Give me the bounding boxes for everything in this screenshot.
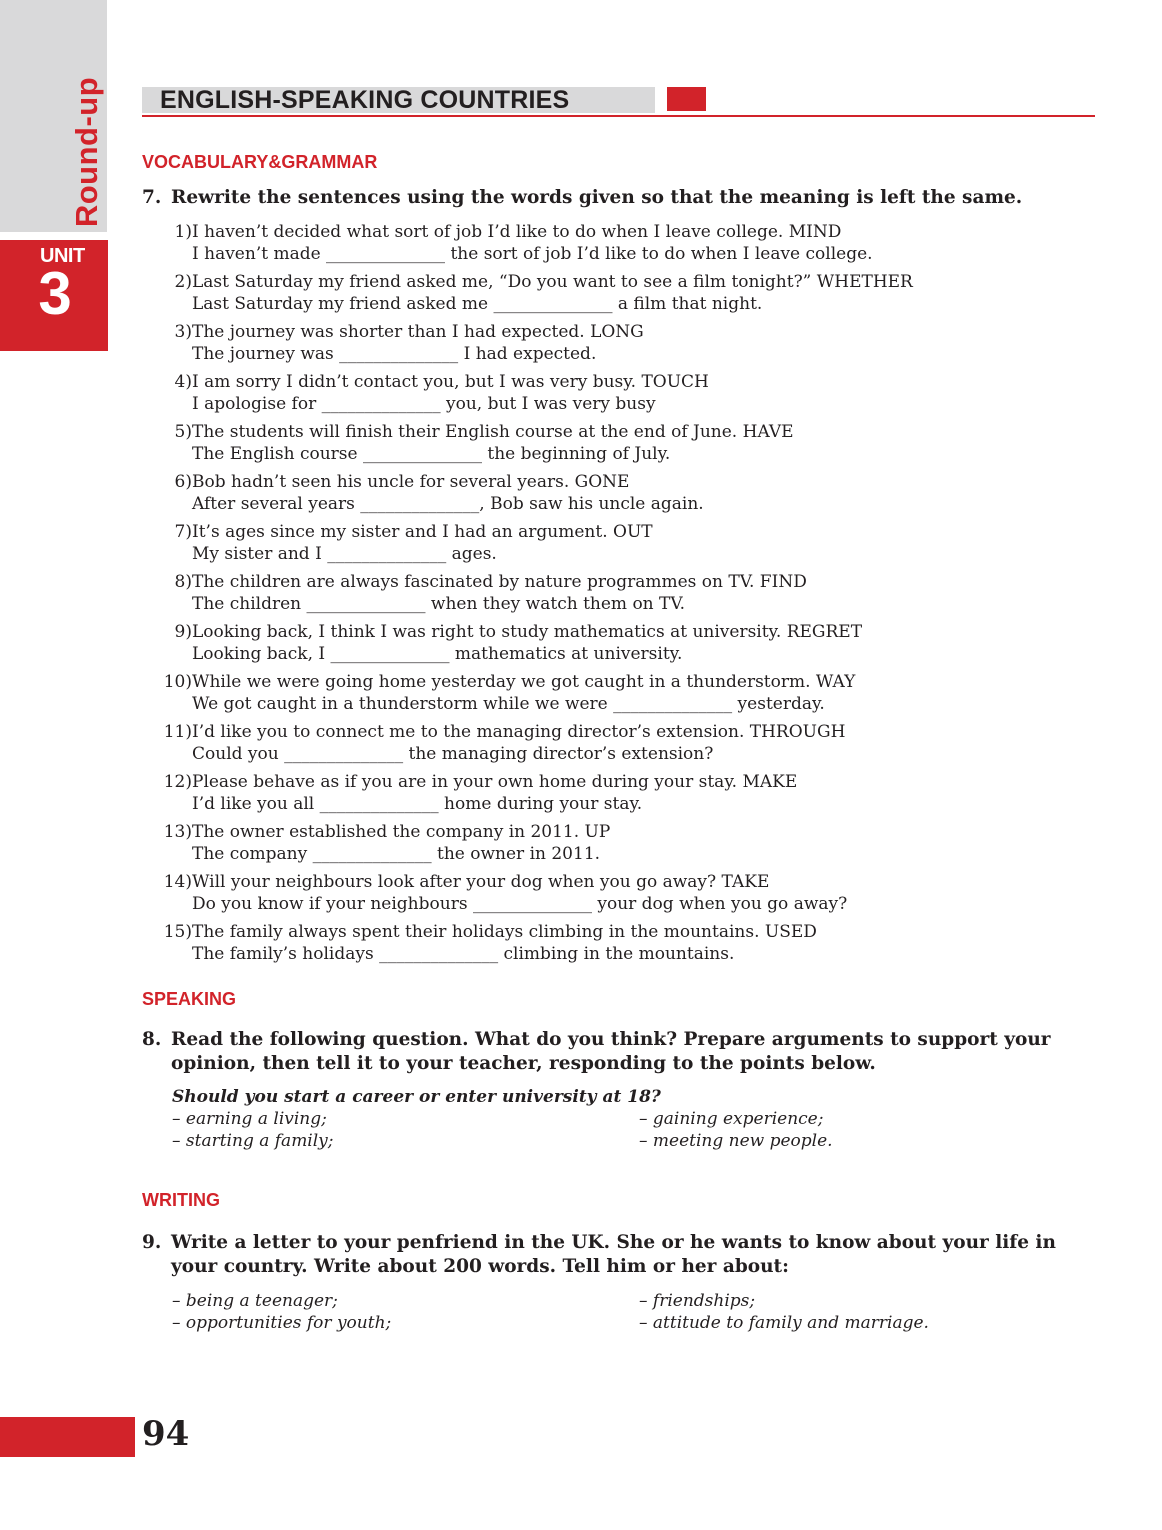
roundup-tab (69, 72, 105, 232)
point-item: – gaining experience; (639, 1109, 824, 1129)
item-rewrite: I’d like you all ______________ home during your stay. (192, 794, 643, 814)
item-sentence: It’s ages since my sister and I had an argument. OUT (192, 522, 653, 542)
task-number: 7. (142, 187, 162, 208)
item-sentence: Bob hadn’t seen his uncle for several years. GONE (192, 472, 630, 492)
item-number: 4) (174, 372, 192, 392)
title-underline (142, 115, 1095, 117)
point-item: – meeting new people. (639, 1131, 833, 1151)
item-sentence: Please behave as if you are in your own home during your stay. MAKE (192, 772, 798, 792)
item-sentence: The children are always fascinated by nature programmes on TV. FIND (192, 572, 807, 592)
task-instruction: Read the following question. What do you think? Prepare arguments to support your opinion, then tell it to your teacher, responding to the points below. (171, 1029, 1051, 1074)
page-number: 94 (142, 1414, 190, 1454)
point-item: – friendships; (639, 1291, 756, 1311)
item-rewrite: I haven’t made ______________ the sort of job I’d like to do when I leave college. (192, 244, 873, 264)
item-number: 6) (174, 472, 192, 492)
page-number-bar (0, 1417, 135, 1457)
item-rewrite: After several years ______________, Bob saw his uncle again. (192, 494, 704, 514)
item-sentence: I am sorry I didn’t contact you, but I was very busy. TOUCH (192, 372, 709, 392)
title-accent-block (667, 87, 706, 111)
item-number: 1) (174, 222, 192, 242)
unit-number: 3 (38, 260, 72, 327)
item-number: 11) (163, 722, 192, 742)
point-item: – attitude to family and marriage. (639, 1313, 929, 1333)
item-number: 14) (163, 872, 192, 892)
item-rewrite: The journey was ______________ I had expected. (192, 344, 597, 364)
task-instruction: Rewrite the sentences using the words given so that the meaning is left the same. (171, 187, 1023, 208)
task-instruction: Write a letter to your penfriend in the UK. She or he wants to know about your life in your country. Write about 200 words. Tell him or her about: (171, 1232, 1056, 1277)
point-item: – opportunities for youth; (172, 1313, 392, 1333)
unit-badge (0, 240, 108, 351)
item-rewrite: Could you ______________ the managing director’s extension? (192, 744, 714, 764)
item-number: 7) (174, 522, 192, 542)
item-rewrite: Do you know if your neighbours ______________ your dog when you go away? (192, 894, 848, 914)
item-number: 12) (163, 772, 192, 792)
item-sentence: The students will finish their English course at the end of June. HAVE (192, 422, 794, 442)
point-item: – starting a family; (172, 1131, 334, 1151)
point-item: – being a teenager; (172, 1291, 338, 1311)
item-number: 5) (174, 422, 192, 442)
item-sentence: Will your neighbours look after your dog when you go away? TAKE (192, 872, 770, 892)
item-number: 2) (174, 272, 192, 292)
item-sentence: The owner established the company in 2011. UP (192, 822, 611, 842)
item-sentence: Looking back, I think I was right to study mathematics at university. REGRET (192, 622, 863, 642)
section-heading-speaking: SPEAKING (142, 989, 237, 1009)
item-rewrite: The children ______________ when they watch them on TV. (192, 594, 686, 614)
item-rewrite: Last Saturday my friend asked me ______________ a film that night. (192, 294, 763, 314)
item-sentence: The journey was shorter than I had expected. LONG (192, 322, 644, 342)
item-sentence: While we were going home yesterday we got caught in a thunderstorm. WAY (192, 672, 856, 692)
item-sentence: The family always spent their holidays climbing in the mountains. USED (192, 922, 817, 942)
item-rewrite: The English course ______________ the beginning of July. (192, 444, 671, 464)
item-rewrite: We got caught in a thunderstorm while we were ______________ yesterday. (192, 694, 825, 714)
item-number: 9) (174, 622, 192, 642)
item-number: 10) (163, 672, 192, 692)
item-sentence: I haven’t decided what sort of job I’d like to do when I leave college. MIND (192, 222, 842, 242)
discussion-question: Should you start a career or enter university at 18? (172, 1087, 661, 1107)
item-rewrite: The family’s holidays ______________ climbing in the mountains. (192, 944, 735, 964)
page-title: ENGLISH-SPEAKING COUNTRIES (160, 86, 570, 114)
item-number: 15) (163, 922, 192, 942)
item-number: 8) (174, 572, 192, 592)
section-heading-writing: WRITING (142, 1190, 220, 1210)
point-item: – earning a living; (172, 1109, 327, 1129)
task-number: 9. (142, 1232, 162, 1253)
task-number: 8. (142, 1029, 162, 1050)
item-rewrite: The company ______________ the owner in 2011. (192, 844, 601, 864)
item-number: 3) (174, 322, 192, 342)
item-sentence: Last Saturday my friend asked me, “Do you want to see a film tonight?” WHETHER (192, 272, 913, 292)
roundup-label: Round-up (69, 76, 104, 228)
unit-label: UNIT (40, 245, 85, 267)
item-number: 13) (163, 822, 192, 842)
item-rewrite: Looking back, I ______________ mathematics at university. (192, 644, 683, 664)
item-sentence: I’d like you to connect me to the managing director’s extension. THROUGH (192, 722, 846, 742)
item-rewrite: My sister and I ______________ ages. (192, 544, 497, 564)
item-rewrite: I apologise for ______________ you, but I was very busy (192, 394, 656, 414)
section-heading-vocabulary: VOCABULARY&GRAMMAR (142, 152, 378, 172)
